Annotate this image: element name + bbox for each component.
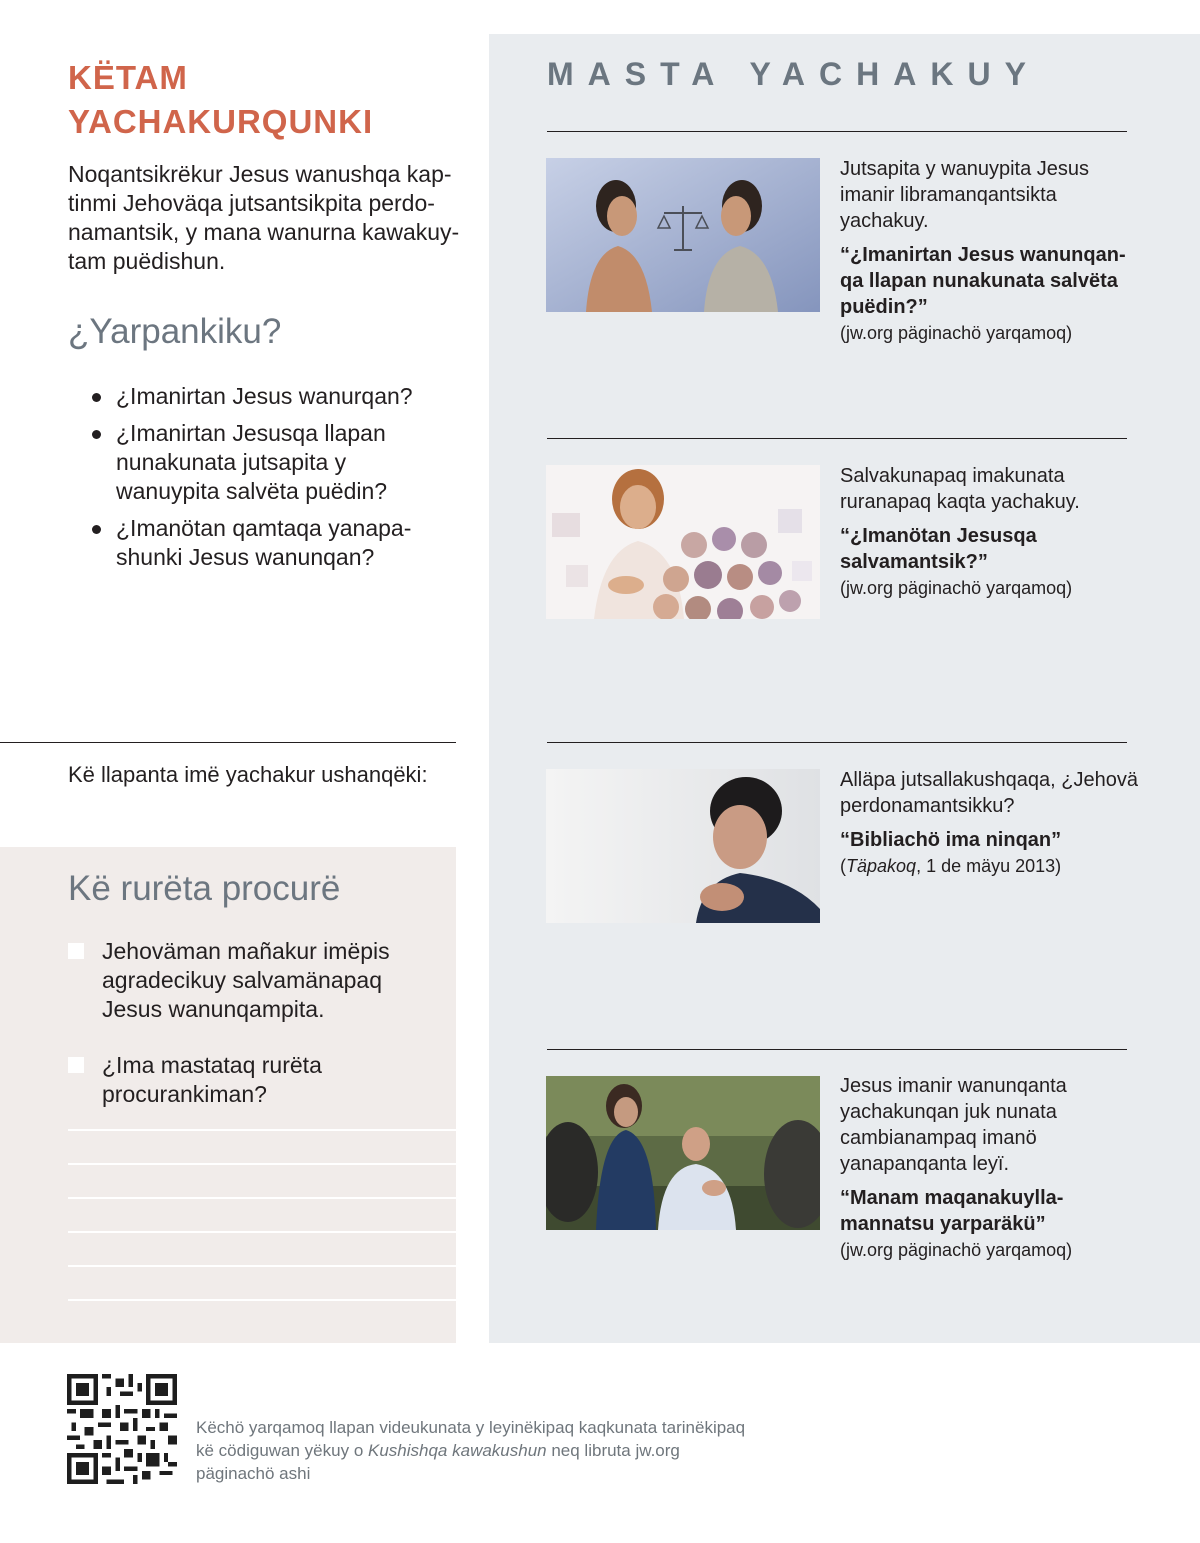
writing-line[interactable]: [68, 1231, 456, 1233]
resource-divider: [547, 438, 1127, 439]
resource-text: [840, 463, 1140, 601]
review-question: ¿Imanirtan Jesus wanurqan?: [92, 382, 452, 411]
goal-item: [68, 937, 428, 1024]
review-heading: ¿Yarpankiku?: [68, 312, 282, 351]
footer-note-text-end: neq libruta jw.org päginachö ashi: [196, 1441, 680, 1483]
writing-line[interactable]: [68, 1299, 456, 1301]
goal-text: ¿Ima mastataq rurëta procurankiman?: [102, 1052, 322, 1107]
learn-more-panel: [489, 34, 1200, 1343]
resource-source: (jw.org päginachö yarqamoq): [840, 578, 1073, 598]
goal-item: [68, 1051, 428, 1109]
review-question: ¿Imanirtan Jesusqa llapan nunakunata jutsapita y wanuypita salvëta puëdin?: [92, 419, 452, 506]
resource-source: (jw.org päginachö yarqamoq): [840, 1240, 1073, 1260]
qr-code-graphic: [67, 1374, 177, 1484]
source-publication: Täpakoq: [846, 856, 917, 876]
next-topic-prompt: Kë llapanta imë yachakur ushanqëki:: [68, 762, 428, 787]
two-men-scale-image[interactable]: [546, 158, 820, 312]
resource-divider: [547, 742, 1127, 743]
source-date: , 1 de mäyu 2013): [916, 856, 1062, 876]
resource-text: [840, 156, 1140, 346]
qr-code-icon[interactable]: [67, 1374, 177, 1484]
resource-description: Jutsapita y wanuypita Jesus imanir libramanqantsikta yachakuy.: [840, 158, 1090, 232]
resource-title-link[interactable]: “¿Imanirtan Jesus wanunqan- qa llapan nunakunata salvëta puëdin?”: [840, 244, 1126, 318]
resource-divider: [547, 131, 1127, 132]
resource-description: Alläpa jutsallakushqaqa, ¿Jehovä perdonamantsikku?: [840, 769, 1138, 817]
jesus-crowd-illustration: [546, 465, 820, 619]
goals-heading: Kë rurëta procurë: [68, 869, 341, 908]
resource-title-link[interactable]: “Manam maqanakuylla- mannatsu yarparäkü”: [840, 1187, 1064, 1235]
resource-text: [840, 767, 1140, 879]
writing-line[interactable]: [68, 1129, 456, 1131]
review-questions: [92, 382, 452, 580]
resource-description: Salvakunapaq imakunata ruranapaq kaqta yachakuy.: [840, 465, 1080, 513]
learn-more-heading: MASTA YACHAKUY: [547, 56, 1040, 92]
two-men-scale-illustration: [546, 158, 820, 312]
resource-source: (jw.org päginachö yarqamoq): [840, 323, 1073, 343]
goal-checkbox[interactable]: [68, 943, 84, 959]
jesus-crowd-image[interactable]: [546, 465, 820, 619]
resource-title-link[interactable]: “Bibliachö ima ninqan”: [840, 829, 1062, 851]
writing-line[interactable]: [68, 1265, 456, 1267]
review-question: ¿Imanötan qamtaqa yanapa- shunki Jesus wanunqan?: [92, 514, 452, 572]
resource-description: Jesus imanir wanunqanta yachakunqan juk nunata cambianampaq imanö yanapanqanta leyï.: [840, 1075, 1067, 1175]
goal-checkbox[interactable]: [68, 1057, 84, 1073]
footer-note: [196, 1416, 756, 1485]
footer-book-title: Kushishqa kawakushun: [368, 1441, 547, 1460]
family-conversation-photo: [546, 1076, 820, 1230]
praying-man-image[interactable]: [546, 769, 820, 923]
page-title: [68, 56, 448, 144]
page-title-line-2: YACHAKURQUNKI: [68, 103, 374, 140]
resource-source: [840, 853, 1140, 879]
praying-man-photo: [546, 769, 820, 923]
writing-line[interactable]: [68, 1197, 456, 1199]
page-title-line-1: KËTAM: [68, 59, 188, 96]
goal-text: Jehoväman mañakur imëpis agradecikuy salvamänapaq Jesus wanunqampita.: [102, 938, 390, 1022]
footer-note-text: Këchö yarqamoq llapan videukunata y leyinëkipaq kaqkunata tarinëkipaq kë cödiguwan yëkuy o: [196, 1418, 746, 1460]
source-open: (: [840, 856, 846, 876]
resource-title-link[interactable]: “¿Imanötan Jesusqa salvamantsik?”: [840, 525, 1037, 573]
goals-box: [0, 847, 456, 1343]
family-conversation-image[interactable]: [546, 1076, 820, 1230]
section-divider: [0, 742, 456, 743]
resource-text: [840, 1073, 1140, 1263]
writing-line[interactable]: [68, 1163, 456, 1165]
resource-divider: [547, 1049, 1127, 1050]
lesson-summary: Noqantsikrëkur Jesus wanushqa kap- tinmi Jehoväqa jutsantsikpita perdo- namantsik, y mana wanurna kawakuy- tam puëdishun.: [68, 161, 460, 274]
